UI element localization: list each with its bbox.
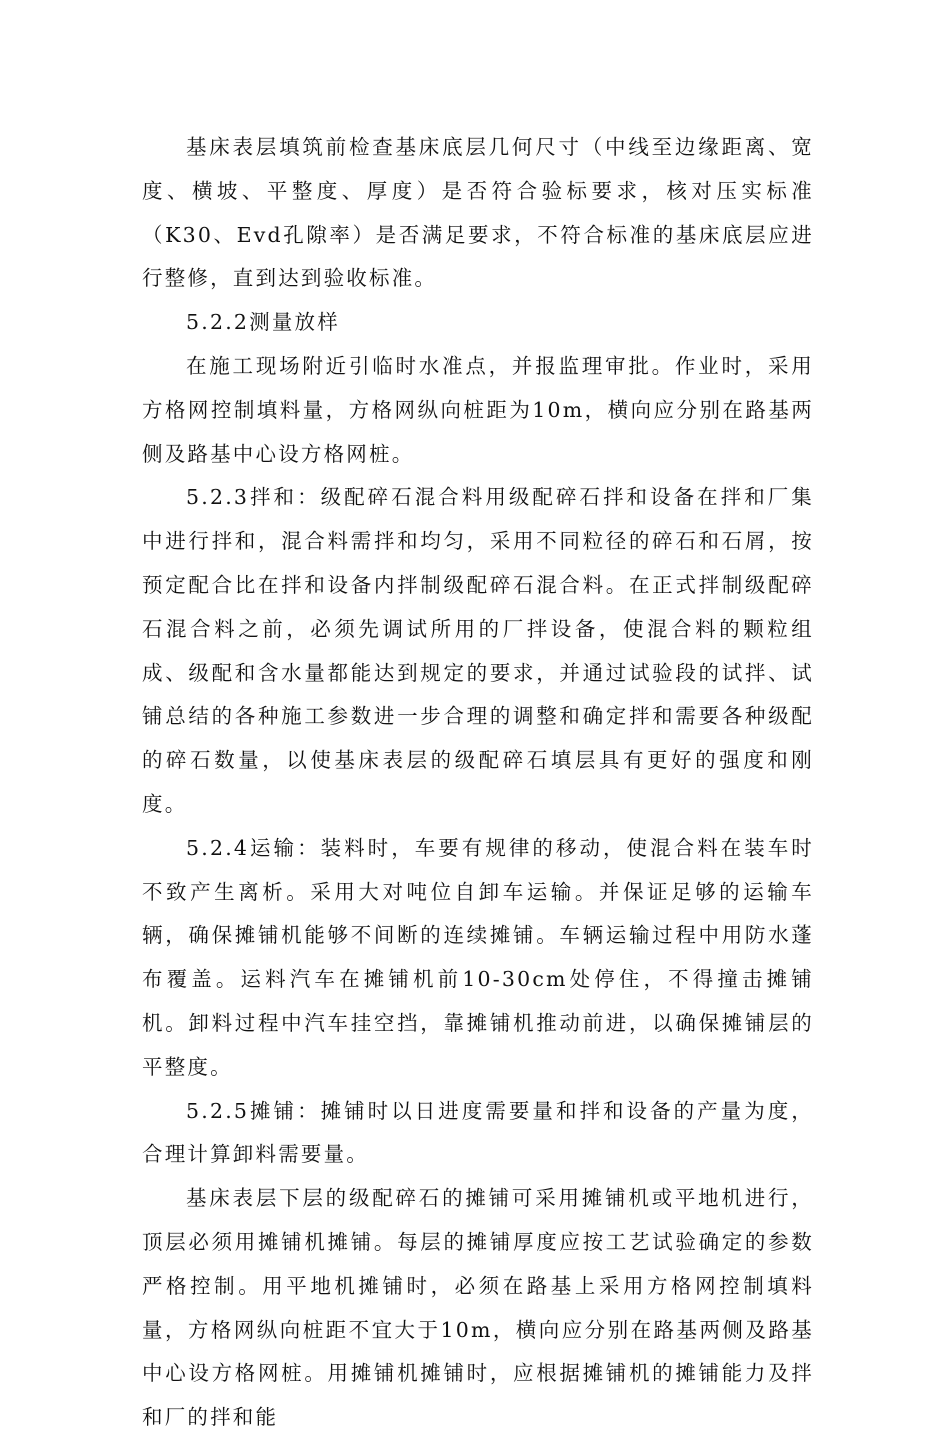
paragraph-paving-details: 基床表层下层的级配碎石的摊铺可采用摊铺机或平地机进行，顶层必须用摊铺机摊铺。每层的摊铺厚度应按工艺试验确定的参数严格控制。用平地机摊铺时，必须在路基上采用方格网控制填料量，方格网纵向桩距不宜大于10m，横向应分别在路基两侧及路基中心设方格网桩。用摊铺机摊铺时，应根据摊铺机的摊铺能力及拌和厂的拌和能 bbox=[142, 1186, 814, 1430]
paragraph-base-inspection: 基床表层填筑前检查基床底层几何尺寸（中线至边缘距离、宽度、横坡、平整度、厚度）是否符合验标要求，核对压实标准（K30、Evd孔隙率）是否满足要求，不符合标准的基床底层应进行整修，直到达到验收标准。 bbox=[142, 135, 814, 291]
paragraph-survey-layout: 在施工现场附近引临时水准点，并报监理审批。作业时，采用方格网控制填料量，方格网纵向桩距为10m，横向应分别在路基两侧及路基中心设方格网桩。 bbox=[142, 353, 814, 466]
heading-5-2-2-survey-layout: 5.2.2测量放样 bbox=[186, 310, 340, 335]
paragraph-5-2-4-transport: 5.2.4运输：装料时，车要有规律的移动，使混合料在装车时不致产生离析。采用大对吨位自卸车运输。并保证足够的运输车辆，确保摊铺机能够不间断的连续摊铺。车辆运输过程中用防水蓬布覆盖。运料汽车在摊铺机前10-30cm处停住，不得撞击摊铺机。卸料过程中汽车挂空挡，靠摊铺机推动前进，以确保摊铺层的平整度。 bbox=[142, 835, 814, 1079]
paragraph-5-2-5-paving: 5.2.5摊铺：摊铺时以日进度需要量和拌和设备的产量为度，合理计算卸料需要量。 bbox=[142, 1098, 814, 1167]
paragraph-5-2-3-mixing: 5.2.3拌和：级配碎石混合料用级配碎石拌和设备在拌和厂集中进行拌和，混合料需拌和均匀，采用不同粒径的碎石和石屑，按预定配合比在拌和设备内拌制级配碎石混合料。在正式拌制级配碎石混合料之前，必须先调试所用的厂拌设备，使混合料的颗粒组成、级配和含水量都能达到规定的要求，并通过试验段的试拌、试铺总结的各种施工参数进一步合理的调整和确定拌和需要各种级配的碎石数量，以使基床表层的级配碎石填层具有更好的强度和刚度。 bbox=[142, 485, 814, 816]
document-body bbox=[142, 126, 814, 1440]
